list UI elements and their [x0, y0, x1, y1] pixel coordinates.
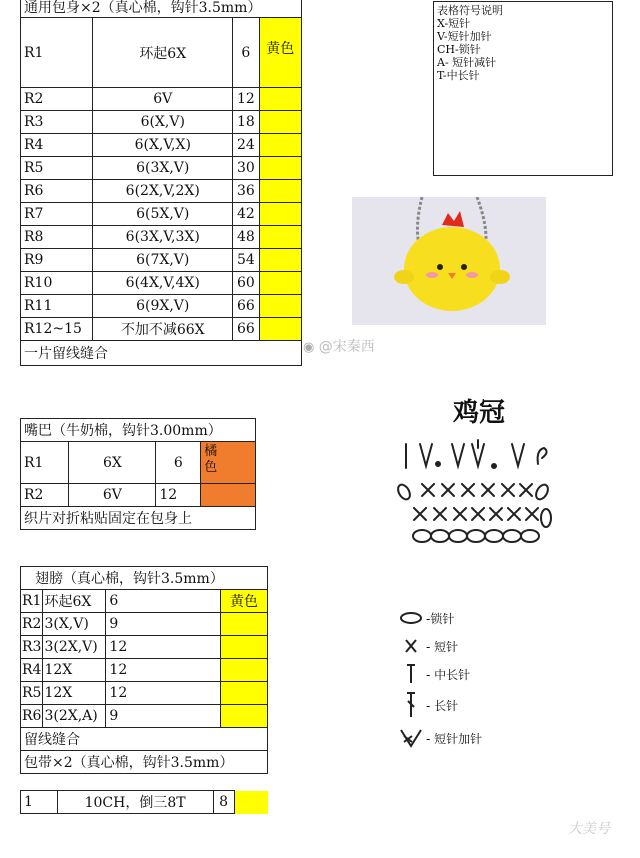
chick-bag-photo	[352, 197, 546, 325]
round-label: R10	[21, 272, 93, 295]
table-row	[21, 590, 268, 613]
stitch-count: 6	[156, 442, 201, 484]
round-label: R1	[21, 18, 93, 88]
table-row	[21, 682, 268, 705]
legend-item	[398, 604, 482, 632]
table-row	[21, 659, 268, 682]
stitch-count: 8	[213, 791, 234, 814]
legend-line: 表格符号说明	[437, 4, 503, 17]
round-label: R2	[21, 484, 69, 507]
stitch-count: 12	[106, 682, 221, 705]
legend-line: A- 短针减针	[437, 56, 497, 69]
table-row	[21, 705, 268, 728]
yellow-color-cell	[221, 636, 268, 659]
stitch-instruction: 12X	[43, 682, 106, 705]
legend-line: CH-锁针	[437, 43, 481, 56]
yellow-color-cell	[259, 203, 301, 226]
legend-line: V-短针加针	[437, 30, 492, 43]
legend-label: - 短针	[426, 639, 459, 654]
legend-label: - 短针加针	[426, 731, 483, 746]
stitch-count: 12	[106, 659, 221, 682]
legend-item	[398, 632, 482, 660]
stitch-instruction: 10CH，倒三8T	[57, 791, 213, 814]
stitch-count: 36	[233, 180, 259, 203]
stitch-instruction: 6(9X,V)	[93, 295, 233, 318]
stitch-instruction: 环起6X	[93, 18, 233, 88]
stitch-count: 12	[106, 636, 221, 659]
body-table-title: 通用包身×2（真心棉，钩针3.5mm）	[21, 0, 302, 18]
round-label: R2	[21, 613, 43, 636]
stitch-instruction: 3(X,V)	[43, 613, 106, 636]
yellow-color-cell	[259, 111, 301, 134]
yellow-color-cell	[259, 180, 301, 203]
stitch-count: 42	[233, 203, 259, 226]
table-row	[21, 295, 302, 318]
stitch-instruction: 6(4X,V,4X)	[93, 272, 233, 295]
stitch-instruction: 6(X,V)	[93, 111, 233, 134]
stitch-instruction: 6(2X,V,2X)	[93, 180, 233, 203]
stitch-instruction: 不加不减66X	[93, 318, 233, 341]
round-label: R4	[21, 134, 93, 157]
round-label: R5	[21, 682, 43, 705]
table-row	[21, 88, 302, 111]
weibo-icon: ◉	[303, 340, 315, 355]
table-row	[21, 613, 268, 636]
yellow-color-cell	[259, 249, 301, 272]
cross-icon	[398, 638, 426, 654]
corner-watermark: 大美号	[568, 821, 610, 837]
table-row	[21, 249, 302, 272]
stitch-instruction: 6(7X,V)	[93, 249, 233, 272]
stitch-count: 9	[106, 705, 221, 728]
yellow-color-cell	[221, 659, 268, 682]
strap-pattern-table	[20, 790, 268, 814]
wing-pattern-table	[20, 566, 268, 774]
table-row	[21, 180, 302, 203]
stitch-instruction: 3(2X,V)	[43, 636, 106, 659]
table-row	[21, 203, 302, 226]
round-label: R3	[21, 111, 93, 134]
stitch-instruction: 3(2X,A)	[43, 705, 106, 728]
stitch-instruction: 6V	[93, 88, 233, 111]
watermark	[303, 336, 375, 356]
orange-color-cell: 橘 色	[201, 442, 256, 484]
round-label: R4	[21, 659, 43, 682]
round-label: R6	[21, 180, 93, 203]
table-row	[21, 111, 302, 134]
chain-oval-icon	[398, 610, 426, 626]
round-label: R6	[21, 705, 43, 728]
yellow-color-cell	[221, 682, 268, 705]
stitch-count: 9	[106, 613, 221, 636]
yellow-color-cell: 黄色	[221, 590, 268, 613]
stitch-count: 24	[233, 134, 259, 157]
round-label: R1	[21, 442, 69, 484]
legend-line: X-短针	[437, 17, 471, 30]
legend-item	[398, 660, 482, 688]
table-row	[21, 157, 302, 180]
stitch-instruction: 6(3X,V,3X)	[93, 226, 233, 249]
stitch-count: 30	[233, 157, 259, 180]
wing-table-footer: 留线缝合	[21, 728, 268, 751]
table-row	[21, 134, 302, 157]
stitch-instruction: 环起6X	[43, 590, 106, 613]
stitch-count: 48	[233, 226, 259, 249]
round-label: R2	[21, 88, 93, 111]
stitch-instruction: 6X	[69, 442, 156, 484]
table-row	[21, 226, 302, 249]
stitch-count: 54	[233, 249, 259, 272]
round-label: R1	[21, 590, 43, 613]
yellow-color-cell	[259, 88, 301, 111]
round-label: R11	[21, 295, 93, 318]
round-label: R12~15	[21, 318, 93, 341]
stitch-count: 12	[156, 484, 201, 507]
t-stitch-icon	[398, 663, 426, 685]
body-table-footer: 一片留线缝合	[21, 341, 302, 366]
stitch-instruction: 12X	[43, 659, 106, 682]
beak-table-footer: 织片对折粘贴固定在包身上	[21, 507, 256, 530]
legend-label: - 长针	[426, 698, 459, 713]
stitch-count: 18	[233, 111, 259, 134]
body-pattern-table	[20, 0, 302, 366]
yellow-color-cell	[234, 791, 268, 814]
comb-stitch-chart	[392, 434, 562, 546]
legend-label: -锁针	[426, 611, 455, 626]
table-row	[21, 272, 302, 295]
legend-label: - 中长针	[426, 667, 471, 682]
stitch-count: 6	[233, 18, 259, 88]
orange-color-cell-2	[201, 484, 256, 507]
round-label: R7	[21, 203, 93, 226]
round-label: R8	[21, 226, 93, 249]
stitch-count: 66	[233, 318, 259, 341]
round-label: R3	[21, 636, 43, 659]
yellow-color-cell	[221, 613, 268, 636]
stitch-count: 66	[233, 295, 259, 318]
watermark-text: @宋秦西	[318, 339, 375, 355]
stitch-instruction: 6(5X,V)	[93, 203, 233, 226]
stitch-instruction: 6V	[69, 484, 156, 507]
round-label: R9	[21, 249, 93, 272]
table-row	[21, 318, 302, 341]
chick-bag-image	[352, 197, 546, 325]
increase-icon	[398, 728, 426, 748]
yellow-color-cell	[259, 295, 301, 318]
yellow-color-cell	[259, 157, 301, 180]
yellow-color-cell	[259, 134, 301, 157]
wing-table-title: 翅膀（真心棉，钩针3.5mm）	[21, 567, 268, 590]
stitch-instruction: 6(X,V,X)	[93, 134, 233, 157]
stitch-count: 6	[106, 590, 221, 613]
yellow-color-cell: 黄色	[259, 18, 301, 88]
beak-pattern-table	[20, 418, 256, 530]
yellow-color-cell	[221, 705, 268, 728]
legend-item	[398, 722, 482, 754]
yellow-color-cell	[259, 318, 301, 341]
round-label: 1	[21, 791, 58, 814]
comb-title: 鸡冠	[453, 398, 506, 428]
stitch-count: 12	[233, 88, 259, 111]
legend-line: T-中长针	[437, 69, 480, 82]
legend-item	[398, 688, 482, 722]
stitch-instruction: 6(3X,V)	[93, 157, 233, 180]
dc-stitch-icon	[398, 691, 426, 719]
stitch-symbol-legend	[398, 604, 482, 754]
strap-table-title: 包带×2（真心棉，钩针3.5mm）	[21, 751, 268, 774]
stitch-count: 60	[233, 272, 259, 295]
round-label: R5	[21, 157, 93, 180]
symbol-legend-box	[433, 1, 613, 176]
beak-table-title: 嘴巴（牛奶棉，钩针3.00mm）	[21, 419, 256, 442]
yellow-color-cell	[259, 272, 301, 295]
table-row	[21, 636, 268, 659]
yellow-color-cell	[259, 226, 301, 249]
